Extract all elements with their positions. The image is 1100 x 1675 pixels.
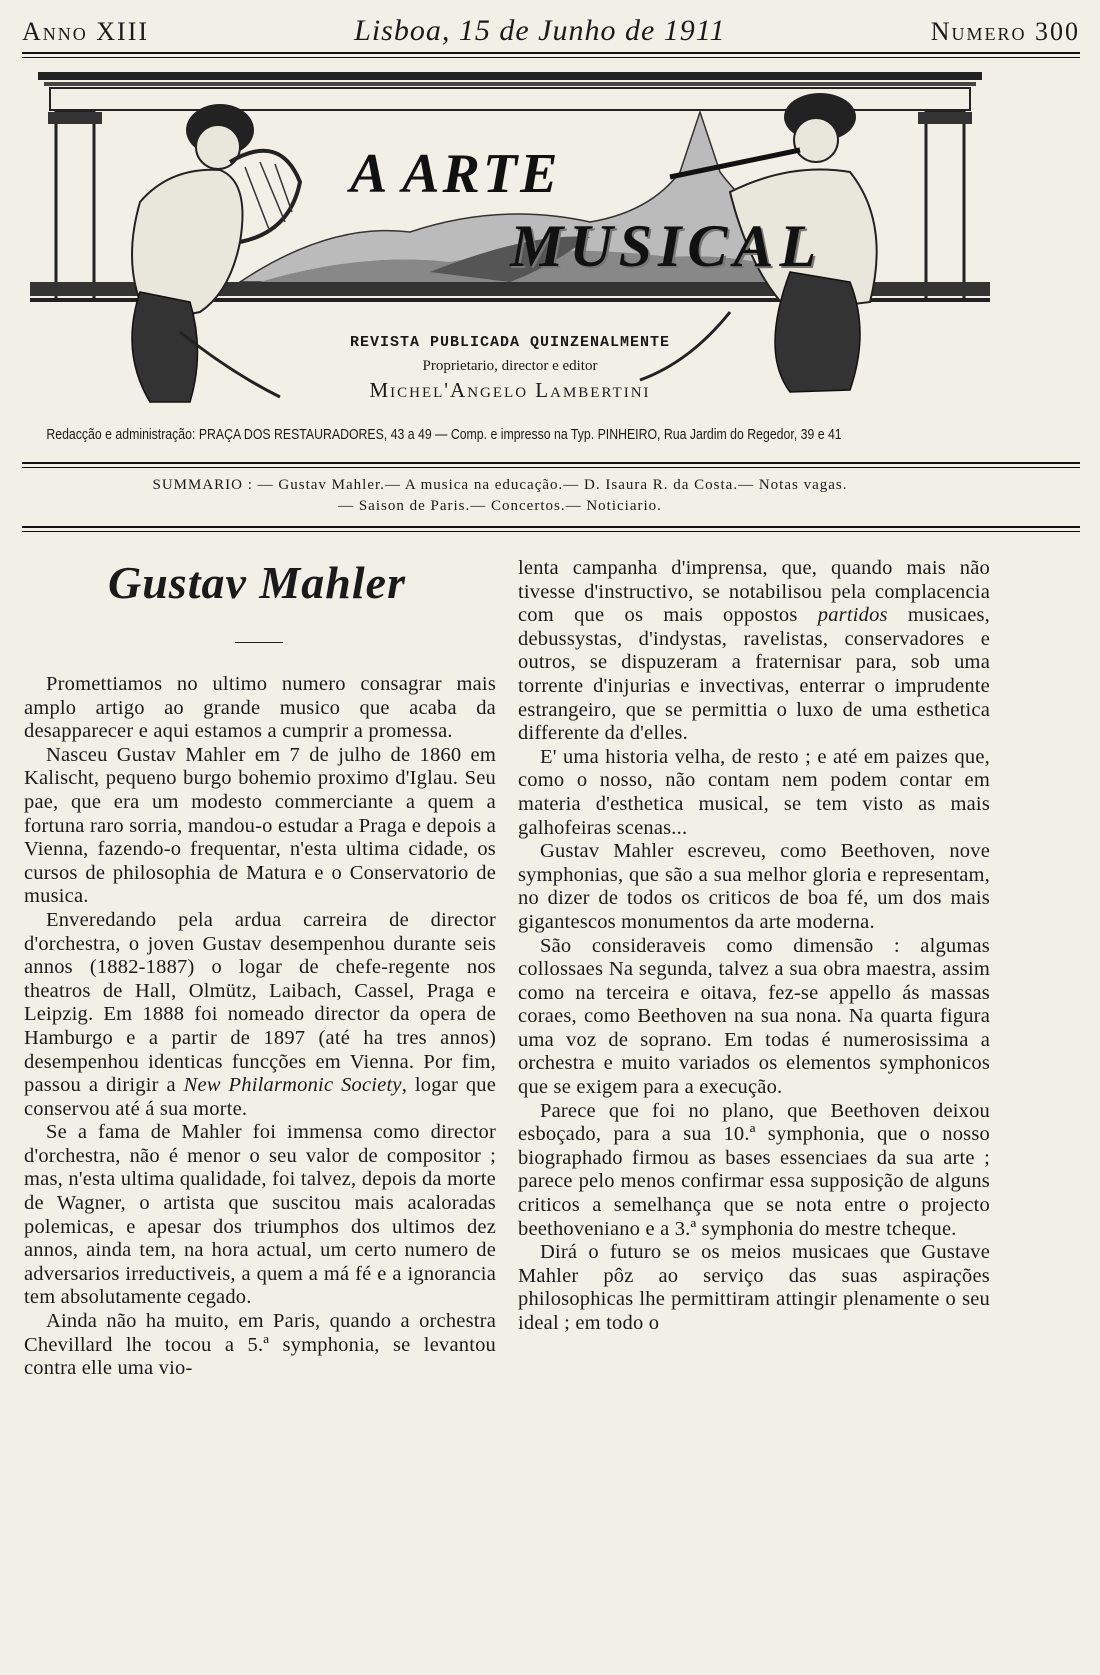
masthead-editor: Michel'Angelo Lambertini xyxy=(369,378,651,402)
title-divider xyxy=(235,642,283,643)
masthead-title-line2: MUSICAL xyxy=(510,213,823,279)
paragraph: Dirá o futuro se os meios musicaes que Gustave Mahler pôz ao serviço das suas aspirações philosophicas lhe permittiram attingir plenamente o seu ideal ; em todo o xyxy=(518,1241,990,1334)
emphasis-partidos: partidos xyxy=(817,604,888,627)
article-column-left xyxy=(24,673,496,1381)
paragraph: Ainda não ha muito, em Paris, quando a orchestra Chevillard lhe tocou a 5.ª symphonia, se levantou contra elle uma vio- xyxy=(24,1310,496,1380)
paragraph: Gustav Mahler escreveu, como Beethoven, nove symphonias, que são a sua melhor gloria e representam, no dizer de todos os criticos de boa fé, um dos mais gigantescos monumentos da arte moderna. xyxy=(518,840,990,933)
paragraph: Nasceu Gustav Mahler em 7 de julho de 1860 em Kalischt, pequeno burgo bohemio proximo d'Iglau. Seu pae, que era um modesto commerciante a quem a fortuna raro sorria, mandou-o estudar a Praga e depois a Vienna, fazendo-o frequentar, n'esta ultima cidade, os cursos de philosophia de Matura e o Conservatorio de musica. xyxy=(24,743,496,908)
article-title: Gustav Mahler xyxy=(108,557,406,608)
paragraph: Se a fama de Mahler foi immensa como director d'orchestra, não é menor o seu valor de compositor ; mas, n'esta ultima qualidade, foi talvez, depois da morte de Wagner, o artista que suscitou mais acaloradas polemicas, e apesar dos triumphos dos ultimos dez annos, ainda tem, na hora actual, um certo numero de adversarios irreductiveis, a quem a má fé e a ignorancia tem absolutamente cegado. xyxy=(24,1121,496,1309)
paragraph-text: lenta campanha d'imprensa, que, quando mais não tivesse d'instructivo, se notabilisou pela complacencia com que os mais oppostos xyxy=(518,557,990,627)
address-line: Redacção e administração: PRAÇA DOS RESTAURADORES, 43 a 49 — Comp. e impresso na Typ. PINHEIRO, Rua Jardim do Regedor, 39 e 41 xyxy=(46,426,842,443)
paragraph-text: musicaes, debussystas, d'indystas, ravelistas, conservadores e outros, se dispuzeram a fraternisar para, sob uma torrente d'injurias e invectivas, enterrar o imprudente estrangeiro, que se permittia o luxo de uma esthetica differente da d'elles. xyxy=(518,604,990,745)
volume-label: Anno XIII xyxy=(22,17,150,46)
masthead-subtitle: REVISTA PUBLICADA QUINZENALMENTE xyxy=(349,334,671,351)
issue-header xyxy=(22,14,1080,50)
paragraph-text: Enveredando pela ardua carreira de director d'orchestra, o joven Gustav desempenhou durante seis annos (1882-1887) o logar de chefe-regente nos theatros de Hall, Olmütz, Laibach, Cassel, Praga e Leipzig. Em 1888 foi nomeado director da opera de Hamburgo e a partir de 1897 (até ha tres annos) desempenhou identicas funcções em Vienna. Por fim, passou a dirigir a xyxy=(24,908,496,1097)
paragraph: Promettiamos no ultimo numero consagrar mais amplo artigo ao grande musico que acaba da desapparecer e aqui estamos a cumprir a promessa. xyxy=(24,673,496,743)
issue-number: Numero 300 xyxy=(930,17,1080,46)
summary-line-2: — Saison de Paris.— Concertos.— Noticiario. xyxy=(338,498,662,514)
place-date: Lisboa, 15 de Junho de 1911 xyxy=(354,14,726,47)
paragraph xyxy=(24,909,496,1121)
header-rule xyxy=(22,52,1080,54)
summary xyxy=(70,475,930,517)
society-name: New Philarmonic Society xyxy=(183,1074,402,1097)
summary-bottom-rule-thin xyxy=(22,531,1080,532)
masthead-title-line1: A ARTE xyxy=(350,143,561,205)
header-rule-thin xyxy=(22,57,1080,58)
article-column-right xyxy=(518,557,990,1336)
paragraph: Parece que foi no plano, que Beethoven deixou esboçado, para a sua 10.ª symphonia, que o nosso biographado firmou as bases essenciaes da sua arte ; parece pelo menos confirmar essa supposição de alguns criticos a semelhança que se nota entre o projecto beethoveniano e a 3.ª symphonia do mestre tcheque. xyxy=(518,1099,990,1240)
summary-bottom-rule xyxy=(22,526,1080,528)
masthead-role: Proprietario, director e editor xyxy=(422,358,598,374)
paragraph: E' uma historia velha, de resto ; e até em paizes que, como o nosso, não contam nem podem contar em materia d'esthetica musical, se tem visto as mais galhofeiras scenas... xyxy=(518,745,990,839)
summary-line-1: SUMMARIO : — Gustav Mahler.— A musica na educação.— D. Isaura R. da Costa.— Notas vagas. xyxy=(152,477,848,493)
paragraph-continued xyxy=(518,557,990,746)
masthead xyxy=(30,72,990,412)
paragraph-tail: , logar que conservou até á sua morte. xyxy=(24,1074,497,1120)
paragraph: São consideraveis como dimensão : algumas collossaes Na segunda, talvez a sua obra maestra, assim como na terceira e oitava, fez-se appello ás massas coraes, como Beethoven na sua nona. Na quarta figura uma voz de soprano. Em todas é numerosissima a orchestra e muito variados os elementos symphonicos que se exigem para a execução. xyxy=(518,934,990,1099)
summary-top-rule-thin xyxy=(22,467,1080,468)
summary-top-rule xyxy=(22,462,1080,464)
